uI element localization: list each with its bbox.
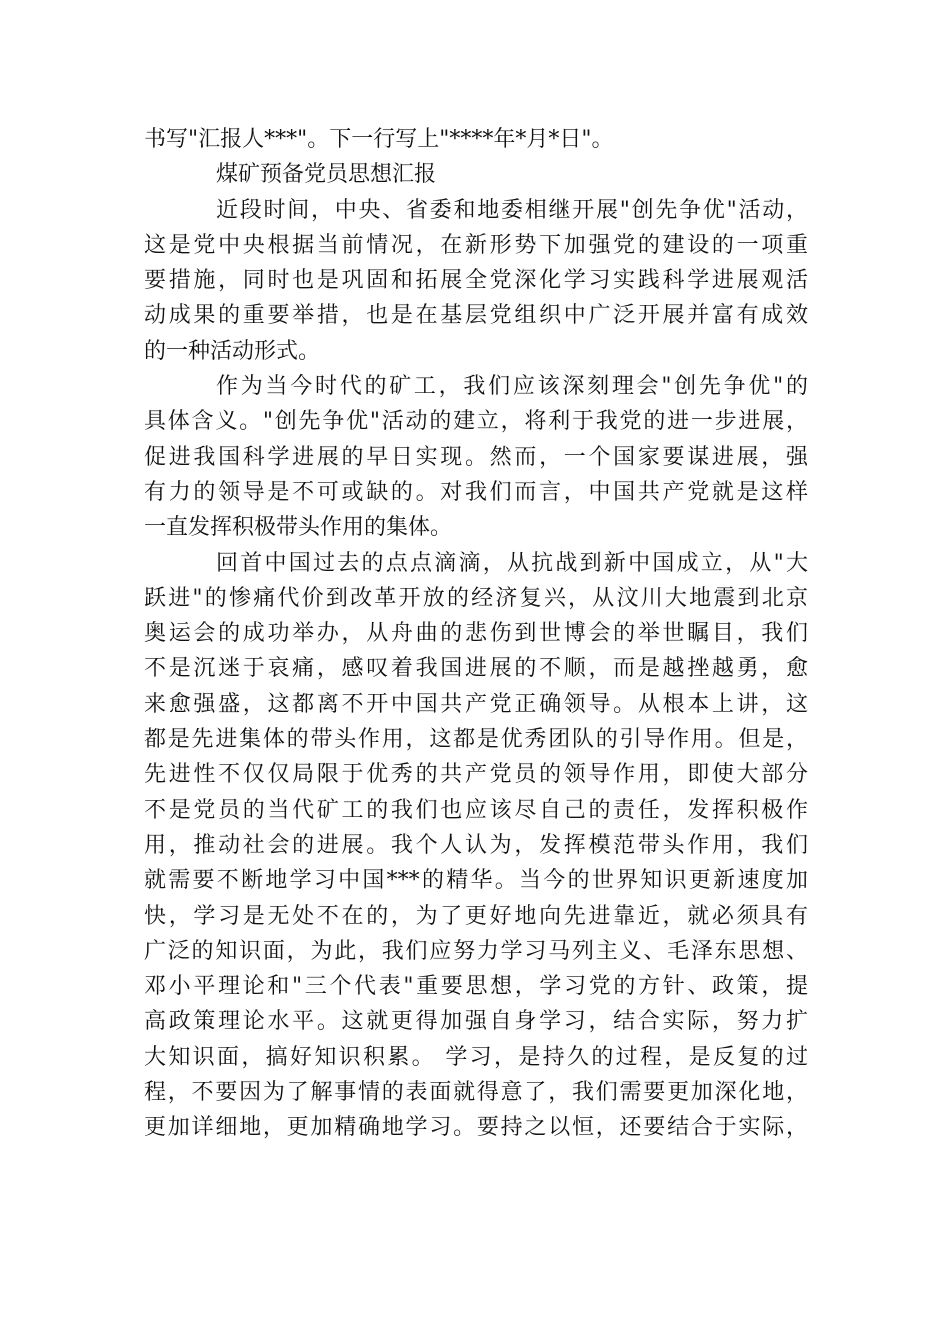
text-line: 要措施，同时也是巩固和拓展全党深化学习实践科学进展观活 xyxy=(144,268,808,294)
text-line: 这是党中央根据当前情况，在新形势下加强党的建设的一项重 xyxy=(144,232,808,258)
text-line: 作为当今时代的矿工，我们应该深刻理会"创先争优"的 xyxy=(216,374,808,400)
text-line: 快，学习是无处不在的，为了更好地向先进靠近，就必须具有 xyxy=(144,903,808,929)
text-line: 煤矿预备党员思想汇报 xyxy=(216,162,437,188)
text-line: 来愈强盛，这都离不开中国共产党正确领导。从根本上讲，这 xyxy=(144,691,808,717)
text-line: 都是先进集体的带头作用，这都是优秀团队的引导作用。但是， xyxy=(144,727,808,753)
text-line: 更加详细地，更加精确地学习。要持之以恒，还要结合于实际， xyxy=(144,1115,808,1141)
text-line: 跃进"的惨痛代价到改革开放的经济复兴，从汶川大地震到北京 xyxy=(144,585,808,611)
text-line: 不是沉迷于哀痛，感叹着我国进展的不顺，而是越挫越勇，愈 xyxy=(144,656,808,682)
text-line: 高政策理论水平。这就更得加强自身学习，结合实际，努力扩 xyxy=(144,1009,808,1035)
text-line: 大知识面，搞好知识积累。 学习，是持久的过程，是反复的过 xyxy=(144,1044,808,1070)
text-line: 用，推动社会的进展。我个人认为，发挥模范带头作用，我们 xyxy=(144,832,808,858)
text-line: 回首中国过去的点点滴滴，从抗战到新中国成立，从"大 xyxy=(216,550,808,576)
text-line: 广泛的知识面，为此，我们应努力学习马列主义、毛泽东思想、 xyxy=(144,938,808,964)
text-line: 具体含义。"创先争优"活动的建立，将利于我党的进一步进展， xyxy=(144,409,808,435)
text-line: 不是党员的当代矿工的我们也应该尽自己的责任，发挥积极作 xyxy=(144,797,808,823)
text-line: 先进性不仅仅局限于优秀的共产党员的领导作用，即使大部分 xyxy=(144,762,808,788)
text-line: 有力的领导是不可或缺的。对我们而言，中国共产党就是这样 xyxy=(144,479,808,505)
text-line: 书写"汇报人***"。下一行写上"****年*月*日"。 xyxy=(144,127,614,152)
text-line: 促进我国科学进展的早日实现。然而，一个国家要谋进展，强 xyxy=(144,444,808,470)
text-line: 动成果的重要举措，也是在基层党组织中广泛开展并富有成效 xyxy=(144,303,808,329)
text-line: 程，不要因为了解事情的表面就得意了，我们需要更加深化地， xyxy=(144,1080,808,1106)
text-line: 一直发挥积极带头作用的集体。 xyxy=(144,515,453,541)
text-line: 就需要不断地学习中国***的精华。当今的世界知识更新速度加 xyxy=(144,868,808,894)
document-body xyxy=(144,122,808,1146)
text-line: 的一种活动形式。 xyxy=(144,338,321,364)
text-line: 奥运会的成功举办，从舟曲的悲伤到世博会的举世瞩目，我们 xyxy=(144,621,808,647)
text-line: 邓小平理论和"三个代表"重要思想，学习党的方针、政策，提 xyxy=(144,974,808,1000)
text-line: 近段时间，中央、省委和地委相继开展"创先争优"活动， xyxy=(216,197,808,223)
